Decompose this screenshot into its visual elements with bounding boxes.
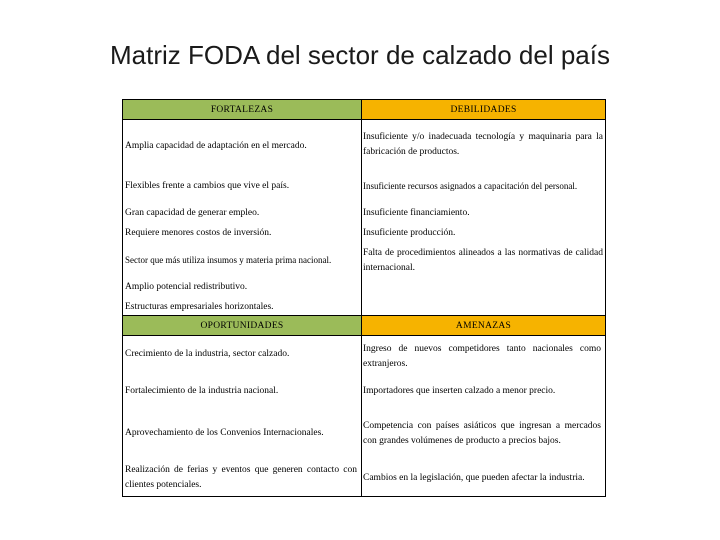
oportunidad-item: Fortalecimiento de la industria nacional. [125, 386, 279, 396]
debilidad-item: Insuficiente y/o inadecuada tecnología y maquinaria para la fabricación de productos. [363, 132, 603, 157]
fortaleza-item: Requiere menores costos de inversión. [125, 228, 272, 238]
oportunidad-item: Aprovechamiento de los Convenios Internacionales. [125, 428, 324, 438]
debilidades-header: DEBILIDADES [362, 100, 605, 120]
debilidad-item: Insuficiente financiamiento. [363, 208, 470, 218]
fortaleza-item: Flexibles frente a cambios que vive el país. [125, 181, 290, 191]
fortaleza-item: Amplia capacidad de adaptación en el mercado. [125, 141, 307, 151]
oportunidades-header: OPORTUNIDADES [123, 316, 361, 336]
oportunidad-item: Crecimiento de la industria, sector calzado. [125, 349, 290, 359]
page-title: Matriz FODA del sector de calzado del país [109, 40, 610, 70]
amenaza-item: Importadores que inserten calzado a menor precio. [363, 386, 556, 396]
fortaleza-item: Amplio potencial redistributivo. [125, 282, 248, 292]
amenaza-item: Cambios en la legislación, que pueden afectar la industria. [363, 473, 585, 483]
debilidad-item: Falta de procedimientos alineados a las normativas de calidad internacional. [363, 248, 603, 273]
amenaza-item: Competencia con países asiáticos que ingresan a mercados con grandes volúmenes de producto a precios bajos. [363, 421, 601, 446]
amenazas-header: AMENAZAS [362, 316, 605, 336]
column-divider [361, 100, 362, 496]
oportunidad-item: Realización de ferias y eventos que generen contacto con clientes potenciales. [125, 465, 357, 490]
amenaza-item: Ingreso de nuevos competidores tanto nacionales como extranjeros. [363, 344, 601, 369]
fortaleza-item: Sector que más utiliza insumos y materia prima nacional. [125, 255, 332, 265]
swot-matrix [122, 99, 606, 497]
debilidad-item: Insuficiente recursos asignados a capacitación del personal. [363, 181, 578, 191]
fortaleza-item: Estructuras empresariales horizontales. [125, 302, 274, 312]
debilidad-item: Insuficiente producción. [363, 228, 456, 238]
fortaleza-item: Gran capacidad de generar empleo. [125, 208, 260, 218]
fortalezas-header: FORTALEZAS [123, 100, 361, 120]
